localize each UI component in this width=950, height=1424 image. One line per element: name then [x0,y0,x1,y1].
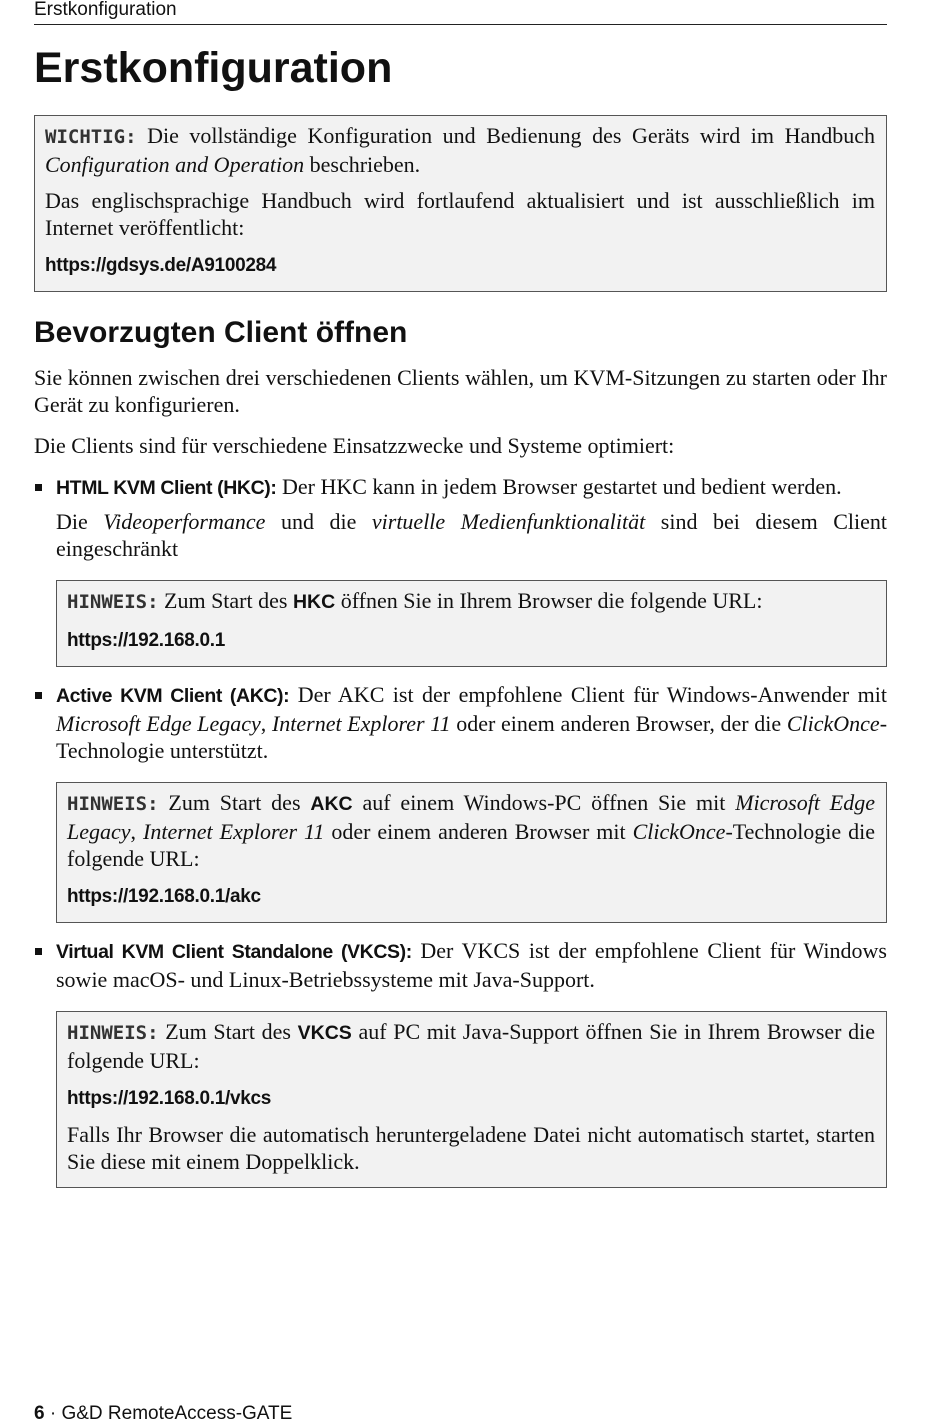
vkcs-note [67,1018,875,1074]
page-number: 6 [34,1403,45,1424]
bullet-icon [35,948,42,955]
vkcs-url: https://192.168.0.1/vkcs [67,1088,272,1109]
bullet-icon [35,692,42,699]
akc-text-i1: Microsoft Edge Legacy [56,711,261,736]
akc-note-label: HINWEIS: [67,793,159,815]
footer-product: G&D RemoteAccess-GATE [61,1403,293,1424]
vkcs-note-box [56,1011,887,1188]
akc-note [67,789,875,872]
akc-note-i2: Internet Explorer 11 [143,819,325,844]
akc-note-c: , [130,819,137,844]
important-paragraph-1 [45,122,875,178]
list-item-akc [34,681,887,923]
hkc-url: https://192.168.0.1 [67,630,225,651]
vkcs-url-line [67,1083,875,1112]
important-box [34,115,887,292]
important-text: Die vollständige Konfiguration und Bedienung des Geräts wird im Handbuch [147,123,876,148]
important-paragraph-2: Das englischsprachige Handbuch wird fortlaufend aktualisiert und ist ausschließlich im Internet veröffentlicht: [45,188,875,240]
akc-url-line [67,881,875,910]
section-heading: Bevorzugten Client öffnen [34,316,408,349]
akc-note-a: Zum Start des [168,790,301,815]
intro-paragraph-2: Die Clients sind für verschiedene Einsatzzwecke und Systeme optimiert: [34,433,675,458]
important-label: WICHTIG: [45,126,137,148]
hkc-limitation [56,508,887,562]
page-footer [34,1404,292,1424]
bullet-icon [35,484,42,491]
vkcs-description [56,937,887,993]
footer-separator: · [49,1403,57,1424]
akc-text-a: Der AKC ist der empfohlene Client für Windows-Anwender mit [297,682,887,707]
hkc-note-box [56,580,887,667]
akc-note-b: auf einem Windows-PC öffnen Sie mit [362,790,726,815]
akc-url: https://192.168.0.1/akc [67,886,261,907]
vkcs-term: Virtual KVM Client Standalone (VKCS): [56,941,412,963]
hkc-limit-a: Die [56,509,88,534]
intro-paragraph-1: Sie können zwischen drei verschiedenen Clients wählen, um KVM-Sitzungen zu starten oder Ihr Gerät zu konfigurieren. [34,365,887,417]
hkc-note-a: Zum Start des [164,588,288,613]
akc-note-d: oder einem anderen Browser mit [331,819,626,844]
hkc-limit-c: sind bei diesem Client eingeschränkt [56,509,887,561]
hkc-note-bold: HKC [292,591,336,613]
running-header: Erstkonfiguration [34,0,887,25]
akc-text-d: -Technologie unterstützt. [56,711,888,763]
akc-note-i1: Microsoft Edge Legacy [67,790,876,844]
hkc-url-line [67,625,875,654]
akc-note-bold: AKC [310,793,353,815]
manual-url: https://gdsys.de/A9100284 [45,255,277,276]
akc-term: Active KVM Client (AKC): [56,685,290,707]
hkc-description [56,473,887,502]
akc-note-box [56,782,887,923]
akc-description [56,681,887,764]
vkcs-note-b: auf PC mit Java-Support öffnen Sie in Ihrem Browser die folgende URL: [67,1019,876,1073]
akc-text-b: , [260,711,267,736]
hkc-note-label: HINWEIS: [67,591,159,613]
hkc-limit-i1: Videoperformance [103,509,266,534]
vkcs-note-label: HINWEIS: [67,1022,159,1044]
important-text-end: beschrieben. [309,152,421,177]
page-title: Erstkonfiguration [34,44,393,92]
hkc-note [67,587,875,616]
vkcs-note-bold: VKCS [297,1022,352,1044]
important-url-line [45,250,875,279]
akc-text-c: oder einem anderen Browser, der die [456,711,782,736]
vkcs-note-paragraph-2: Falls Ihr Browser die automatisch heruntergeladene Datei nicht automatisch startet, starten Sie diese mit einem Doppelklick. [67,1122,875,1174]
list-item-vkcs [34,937,887,1188]
vkcs-text: Der VKCS ist der empfohlene Client für Windows sowie macOS- und Linux-Betriebssysteme mit Java-Support. [56,938,887,992]
hkc-limit-b: und die [280,509,357,534]
hkc-limit-i2: virtuelle Medienfunktionalität [371,509,646,534]
akc-note-e: -Technologie die folgende URL: [67,819,876,871]
hkc-text: Der HKC kann in jedem Browser gestartet und bedient werden. [281,474,842,499]
akc-text-i3: ClickOnce [786,711,880,736]
document-page [34,0,887,1202]
manual-title: Configuration and Operation [45,152,305,177]
vkcs-note-a: Zum Start des [165,1019,291,1044]
akc-note-i3: ClickOnce [632,819,726,844]
list-item-hkc [34,473,887,667]
akc-text-i2: Internet Explorer 11 [271,711,451,736]
hkc-note-b: öffnen Sie in Ihrem Browser die folgende URL: [340,588,763,613]
hkc-term: HTML KVM Client (HKC): [56,477,277,499]
